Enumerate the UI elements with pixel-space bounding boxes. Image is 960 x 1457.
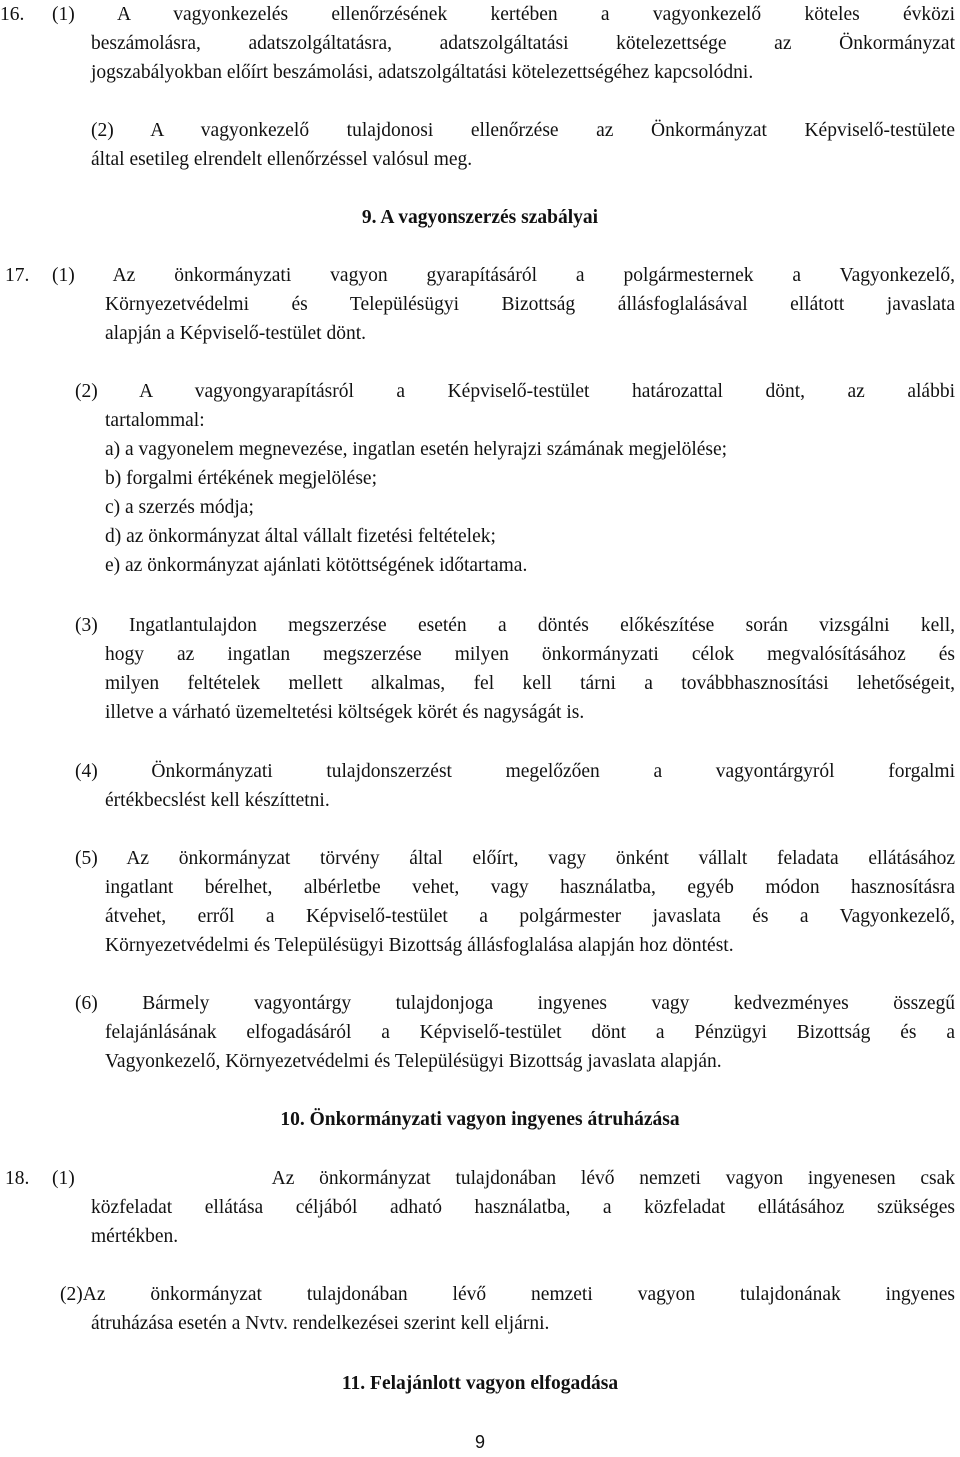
text-line: (5) Az önkormányzat törvény által előírt, vagy önként vállalt feladata ellátásához xyxy=(75,848,955,869)
list-item: e) az önkormányzat ajánlati kötöttségének időtartama. xyxy=(105,555,528,576)
heading-9: 9. A vagyonszerzés szabályai xyxy=(361,207,599,228)
text-line: jogszabályokban előírt beszámolási, adatszolgáltatási kötelezettségéhez kapcsolódni. xyxy=(91,62,754,83)
section-17-paragraph-4 xyxy=(75,757,955,786)
section-17-paragraph-5 xyxy=(75,844,955,873)
list-item: c) a szerzés módja; xyxy=(105,497,254,518)
text-line: (3) Ingatlantulajdon megszerzése esetén a döntés előkészítése során vizsgálni kell, xyxy=(75,615,955,636)
text-line: által esetileg elrendelt ellenőrzéssel valósul meg. xyxy=(91,149,473,170)
section-17-number: 17. xyxy=(5,265,30,286)
section-16-paragraph-1-cont xyxy=(91,29,955,87)
section-17-paragraph-6-cont xyxy=(105,1018,955,1076)
section-17-paragraph-3-cont xyxy=(105,640,955,727)
section-18-paragraph-1-cont xyxy=(91,1193,955,1251)
section-17-paragraph-2-list xyxy=(105,406,955,580)
text-line: (2) A vagyonkezelő tulajdonosi ellenőrzése az Önkormányzat Képviselő-testülete xyxy=(91,120,955,141)
text-line: átvehet, erről a Képviselő-testület a polgármester javaslata és a Vagyonkezelő, xyxy=(105,906,955,927)
text-line: (1) A vagyonkezelés ellenőrzésének kertében a vagyonkezelő köteles évközi xyxy=(52,4,955,25)
section-18-paragraph-2 xyxy=(60,1280,955,1309)
text-line: mértékben. xyxy=(91,1226,179,1247)
section-16-number: 16. xyxy=(0,4,25,25)
text-line: értékbecslést kell készíttetni. xyxy=(105,790,330,811)
text-line: felajánlásának elfogadásáról a Képviselő-testület dönt a Pénzügyi Bizottság és a xyxy=(105,1022,955,1043)
text-line: Vagyonkezelő, Környezetvédelmi és Településügyi Bizottság javaslata alapján. xyxy=(105,1051,722,1072)
section-18-paragraph-2-cont xyxy=(91,1309,955,1338)
text-line: (2) A vagyongyarapításról a Képviselő-testület határozattal dönt, az alábbi xyxy=(75,381,955,402)
section-17-paragraph-5-cont xyxy=(105,873,955,960)
heading-10: 10. Önkormányzati vagyon ingyenes átruházása xyxy=(280,1109,680,1130)
section-17-paragraph-6 xyxy=(75,989,955,1018)
section-17-paragraph-4-cont xyxy=(105,786,955,815)
text-line: (1) Az önkormányzati vagyon gyarapításáról a polgármesternek a Vagyonkezelő, xyxy=(52,265,955,286)
text-line: (1) Az önkormányzat tulajdonában lévő nemzeti vagyon ingyenesen csak xyxy=(52,1168,955,1189)
heading-11: 11. Felajánlott vagyon elfogadása xyxy=(341,1373,619,1394)
text-line: (2)Az önkormányzat tulajdonában lévő nemzeti vagyon tulajdonának ingyenes xyxy=(60,1284,955,1305)
text-line: közfeladat ellátása céljából adható használatba, a közfeladat ellátásához szükséges xyxy=(91,1197,955,1218)
section-18-number: 18. xyxy=(5,1168,30,1189)
section-16-paragraph-1 xyxy=(52,0,955,29)
page-number: 9 xyxy=(474,1432,485,1452)
text-line: Környezetvédelmi és Településügyi Bizottság állásfoglalása alapján hoz döntést. xyxy=(105,935,734,956)
text-line: hogy az ingatlan megszerzése milyen önkormányzati célok megvalósításához és xyxy=(105,644,955,665)
list-item: d) az önkormányzat által vállalt fizetési feltételek; xyxy=(105,526,496,547)
text-line: Környezetvédelmi és Településügyi Bizottság állásfoglalásával ellátott javaslata xyxy=(105,294,955,315)
section-17-paragraph-1 xyxy=(52,261,955,290)
list-item: b) forgalmi értékének megjelölése; xyxy=(105,468,377,489)
text-line: alapján a Képviselő-testület dönt. xyxy=(105,323,367,344)
text-line: tartalommal: xyxy=(105,410,205,431)
text-line: (4) Önkormányzati tulajdonszerzést megelőzően a vagyontárgyról forgalmi xyxy=(75,761,955,782)
text-line: átruházása esetén a Nvtv. rendelkezései szerint kell eljárni. xyxy=(91,1313,550,1334)
list-item: a) a vagyonelem megnevezése, ingatlan esetén helyrajzi számának megjelölése; xyxy=(105,439,728,460)
text-line: milyen feltételek mellett alkalmas, fel kell tárni a továbbhasznosítási lehetőségeit, xyxy=(105,673,955,694)
text-line: ingatlant bérelhet, albérletbe vehet, vagy használatba, egyéb módon hasznosításra xyxy=(105,877,955,898)
section-17-paragraph-2 xyxy=(75,377,955,406)
text-line: illetve a várható üzemeltetési költségek körét és nagyságát is. xyxy=(105,702,585,723)
text-line: (6) Bármely vagyontárgy tulajdonjoga ingyenes vagy kedvezményes összegű xyxy=(75,993,955,1014)
section-17-paragraph-1-cont xyxy=(105,290,955,348)
section-18-paragraph-1 xyxy=(52,1164,955,1193)
section-17-paragraph-3 xyxy=(75,611,955,640)
section-16-paragraph-2 xyxy=(91,116,955,174)
text-line: beszámolásra, adatszolgáltatásra, adatszolgáltatási kötelezettsége az Önkormányzat xyxy=(91,33,955,54)
